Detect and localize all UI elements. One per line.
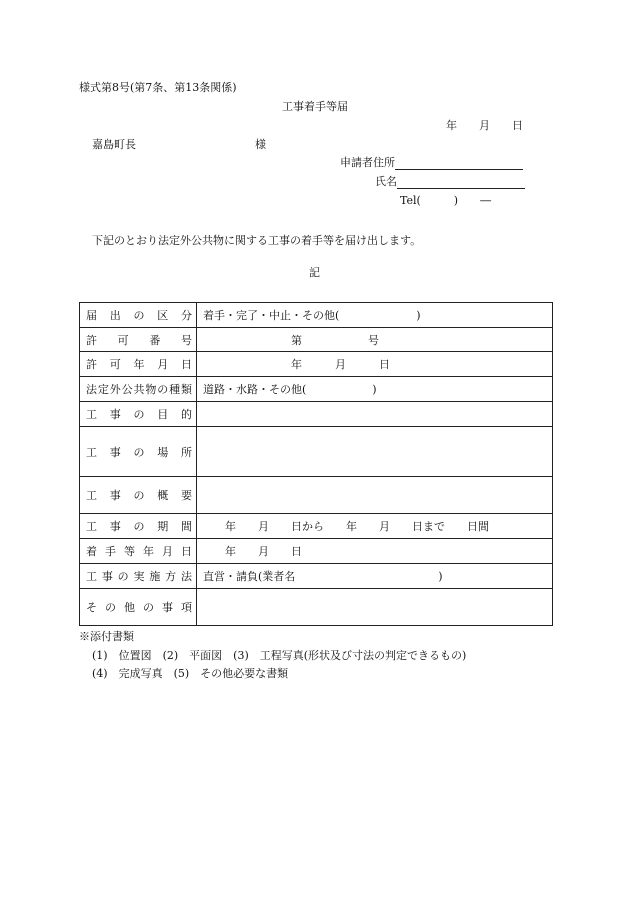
row-label-cell (80, 303, 197, 328)
ki-heading: 記 (309, 266, 320, 279)
date-line: 年 月 日 (446, 119, 523, 132)
addressee: 嘉島町長 (92, 138, 136, 151)
attachments-line-1: (1) 位置図 (2) 平面図 (3) 工程写真(形状及び寸法の判定できるもの) (92, 649, 467, 662)
row-value[interactable]: 第 号 (197, 328, 553, 352)
table-row (80, 402, 553, 427)
table-row (80, 539, 553, 564)
row-value[interactable] (197, 402, 553, 427)
row-value[interactable]: 直営・請負(業者名 ) (197, 564, 553, 589)
table-row (80, 352, 553, 377)
row-label: 届 出 の 区 分 (86, 309, 192, 322)
attachments-heading: ※添付書類 (79, 630, 134, 643)
row-label-cell (80, 589, 197, 626)
row-value[interactable]: 年 月 日から 年 月 日まで 日間 (197, 514, 553, 539)
row-label-cell (80, 377, 197, 402)
row-value[interactable]: 年 月 日 (197, 539, 553, 564)
applicant-address-label: 申請者住所 (340, 156, 395, 169)
row-label-cell (80, 328, 197, 352)
row-value[interactable]: 道路・水路・その他( ) (197, 377, 553, 402)
table-row (80, 328, 553, 352)
row-label: 工 事 の 概 要 (86, 489, 192, 502)
row-label-cell (80, 402, 197, 427)
row-label: 法 定 外 公 共 物 の 種 類 (86, 383, 192, 396)
applicant-name-label: 氏名 (375, 175, 397, 188)
row-label: 工 事 の 実 施 方 法 (86, 570, 192, 583)
row-label: 工 事 の 場 所 (86, 445, 192, 459)
applicant-tel: Tel( ) ― (400, 194, 492, 207)
row-label: 工 事 の 目 的 (86, 408, 192, 421)
row-value[interactable] (197, 589, 553, 626)
row-label-cell (80, 427, 197, 477)
applicant-address-field[interactable] (395, 157, 523, 170)
form-number: 様式第8号(第7条、第13条関係) (79, 81, 237, 94)
row-label-cell (80, 564, 197, 589)
row-label: 許 可 年 月 日 (86, 358, 192, 371)
row-value[interactable]: 着手・完了・中止・その他( ) (197, 303, 553, 328)
honorific: 様 (255, 138, 266, 151)
row-label-cell (80, 514, 197, 539)
table-row (80, 427, 553, 477)
table-row (80, 589, 553, 626)
applicant-address-row (340, 156, 523, 170)
document-title: 工事着手等届 (282, 100, 348, 113)
table-row (80, 564, 553, 589)
table-row (80, 477, 553, 514)
row-label: 着 手 等 年 月 日 (86, 545, 192, 558)
table-row (80, 514, 553, 539)
row-value[interactable]: 年 月 日 (197, 352, 553, 377)
row-label-cell (80, 477, 197, 514)
row-label: 工 事 の 期 間 (86, 520, 192, 533)
intro-text: 下記のとおり法定外公共物に関する工事の着手等を届け出します。 (92, 234, 422, 247)
attachments-line-2: (4) 完成写真 (5) その他必要な書類 (92, 667, 289, 680)
row-label-cell (80, 539, 197, 564)
row-value[interactable] (197, 477, 553, 514)
table-row (80, 377, 553, 402)
applicant-name-row (375, 175, 525, 189)
table-row (80, 303, 553, 328)
row-label: 許 可 番 号 (86, 333, 192, 347)
applicant-name-field[interactable] (397, 176, 525, 189)
row-label: そ の 他 の 事 項 (86, 601, 192, 614)
row-value[interactable] (197, 427, 553, 477)
form-table (79, 302, 553, 626)
row-label-cell (80, 352, 197, 377)
